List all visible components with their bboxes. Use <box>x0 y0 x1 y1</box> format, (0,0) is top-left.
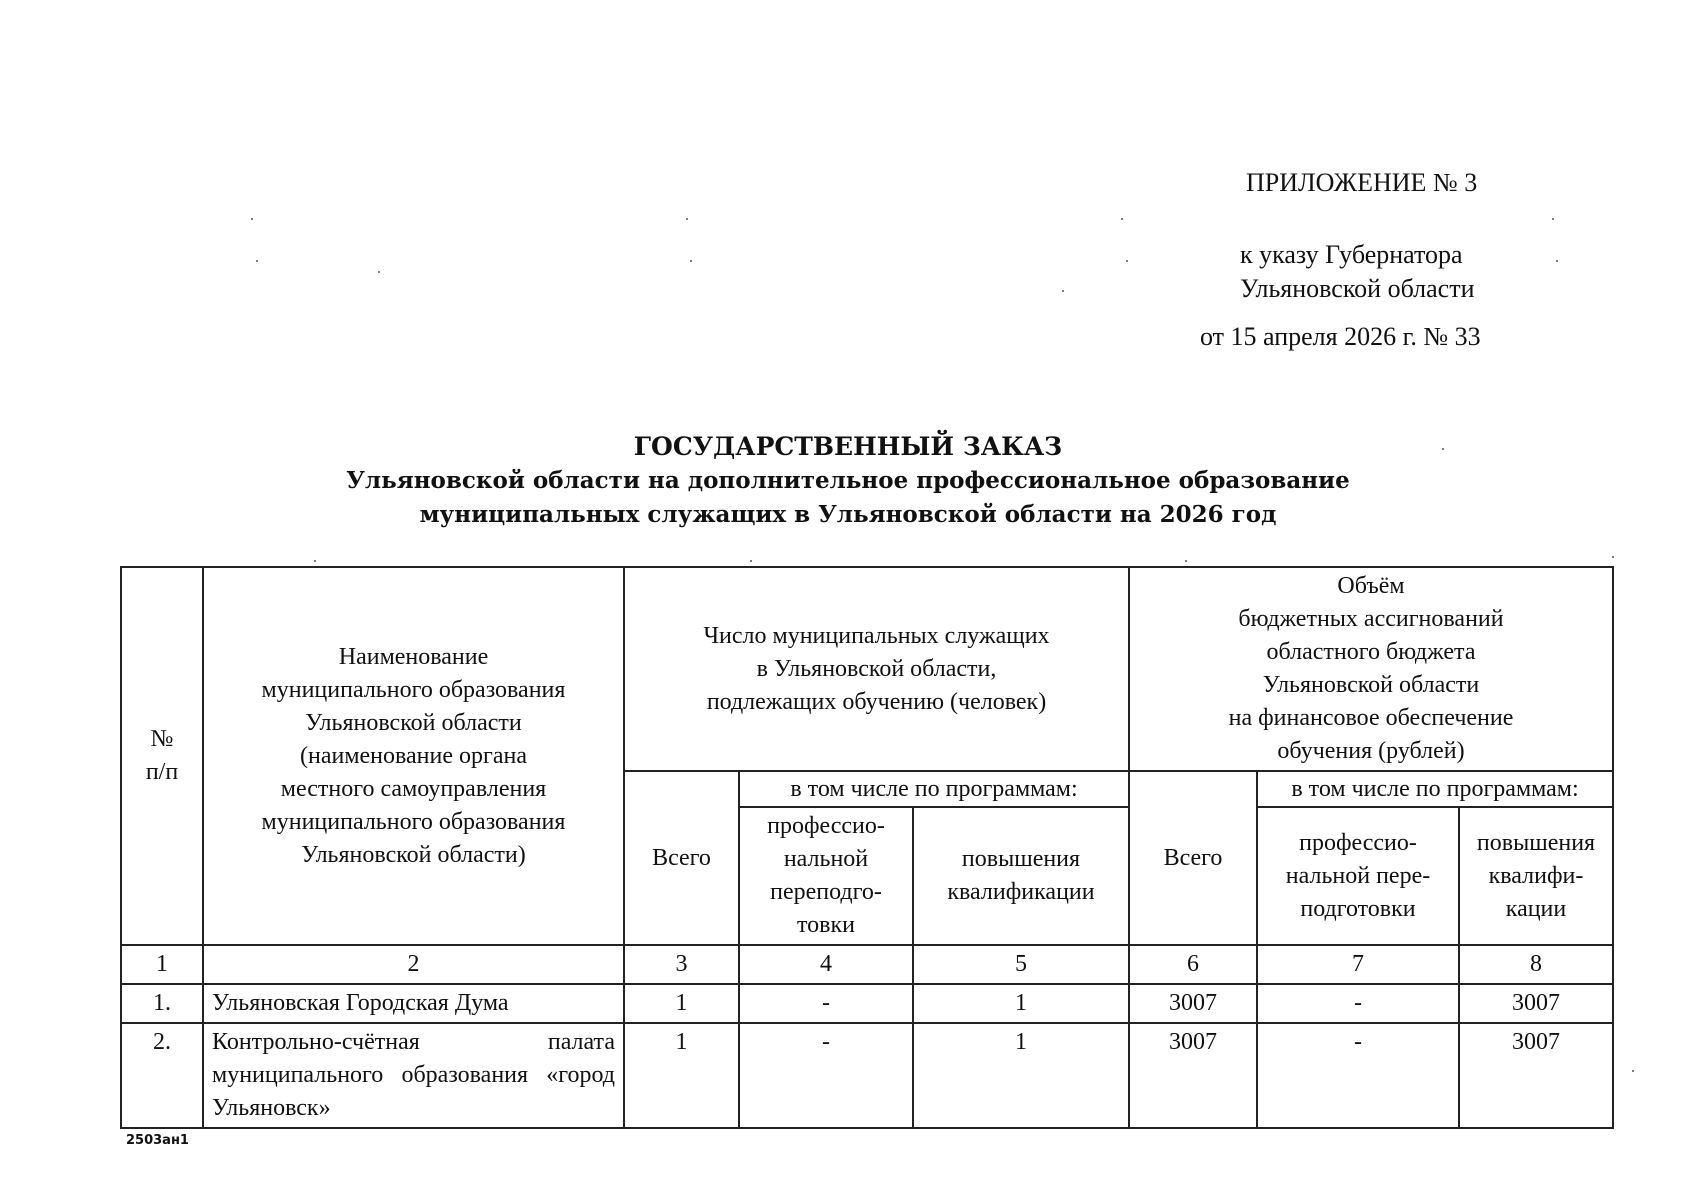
row-retraining: - <box>739 984 913 1023</box>
header-count-retraining: профессио- нальной переподго- товки <box>739 807 913 945</box>
row-budget-total: 3007 <box>1129 984 1257 1023</box>
header-count-total: Всего <box>624 771 739 945</box>
header-budget-allocations: Объём бюджетных ассигнований областного бюджета Ульяновской области на финансовое обеспечение обучения (рублей) <box>1129 567 1613 771</box>
row-number: 1. <box>121 984 203 1023</box>
row-number: 2. <box>121 1023 203 1128</box>
header-budget-by-programs: в том числе по программам: <box>1257 771 1613 807</box>
decree-line-2: Ульяновской области <box>1240 274 1475 303</box>
row-budget-qualification: 3007 <box>1459 984 1613 1023</box>
row-retraining: - <box>739 1023 913 1128</box>
header-count-qualification: повышения квалификации <box>913 807 1129 945</box>
column-number: 7 <box>1257 945 1459 984</box>
scan-speck <box>1552 218 1554 220</box>
scan-speck <box>256 260 258 262</box>
row-name: Контрольно-счётная палата муниципального образования «город Ульяновск» <box>203 1023 624 1128</box>
header-budget-total: Всего <box>1129 771 1257 945</box>
title-line-2: Ульяновской области на дополнительное профессиональное образование <box>346 467 1350 494</box>
row-total: 1 <box>624 984 739 1023</box>
scan-speck <box>1062 290 1064 292</box>
appendix-label: ПРИЛОЖЕНИЕ № 3 <box>1246 168 1478 197</box>
scan-speck <box>1632 1070 1634 1072</box>
scan-speck <box>378 271 380 273</box>
scan-speck <box>251 218 253 220</box>
row-budget-qualification: 3007 <box>1459 1023 1613 1128</box>
row-qualification: 1 <box>913 984 1129 1023</box>
scan-speck <box>750 560 752 562</box>
scan-speck <box>1442 448 1444 450</box>
row-budget-retraining: - <box>1257 1023 1459 1128</box>
document-title <box>0 430 1696 532</box>
header-budget-qualification: повышения квалифи- кации <box>1459 807 1613 945</box>
decree-line-1: к указу Губернатора <box>1240 240 1463 269</box>
column-number-row <box>121 945 1613 984</box>
row-budget-total: 3007 <box>1129 1023 1257 1128</box>
row-name: Ульяновская Городская Дума <box>203 984 624 1023</box>
column-number: 6 <box>1129 945 1257 984</box>
header-budget-retraining: профессио- нальной пере- подготовки <box>1257 807 1459 945</box>
title-line-3: муниципальных служащих в Ульяновской области на 2026 год <box>419 501 1277 528</box>
scan-speck <box>1121 218 1123 220</box>
scan-speck <box>1126 260 1128 262</box>
row-qualification: 1 <box>913 1023 1129 1128</box>
header-count-by-programs: в том числе по программам: <box>739 771 1129 807</box>
scan-speck <box>1612 556 1614 558</box>
scan-speck <box>314 560 316 562</box>
decree-date: от 15 апреля 2026 г. № 33 <box>1200 322 1481 351</box>
column-number: 8 <box>1459 945 1613 984</box>
document-code: 2503ан1 <box>126 1133 189 1148</box>
table-row <box>121 1023 1613 1128</box>
column-number: 1 <box>121 945 203 984</box>
scan-speck <box>1185 560 1187 562</box>
header-municipality-name: Наименование муниципального образования Ульяновской области (наименование органа местного самоуправления муниципального образования Ульяновской области) <box>203 567 624 945</box>
column-number: 3 <box>624 945 739 984</box>
state-order-table <box>120 566 1614 1129</box>
header-number: № п/п <box>121 567 203 945</box>
column-number: 5 <box>913 945 1129 984</box>
row-budget-retraining: - <box>1257 984 1459 1023</box>
decree-reference <box>1240 238 1474 306</box>
header-employees-count: Число муниципальных служащих в Ульяновской области, подлежащих обучению (человек) <box>624 567 1129 771</box>
column-number: 4 <box>739 945 913 984</box>
scan-speck <box>690 260 692 262</box>
scan-speck <box>1556 260 1558 262</box>
table-row <box>121 984 1613 1023</box>
scan-speck <box>686 218 688 220</box>
column-number: 2 <box>203 945 624 984</box>
title-line-1: ГОСУДАРСТВЕННЫЙ ЗАКАЗ <box>633 432 1063 461</box>
row-total: 1 <box>624 1023 739 1128</box>
